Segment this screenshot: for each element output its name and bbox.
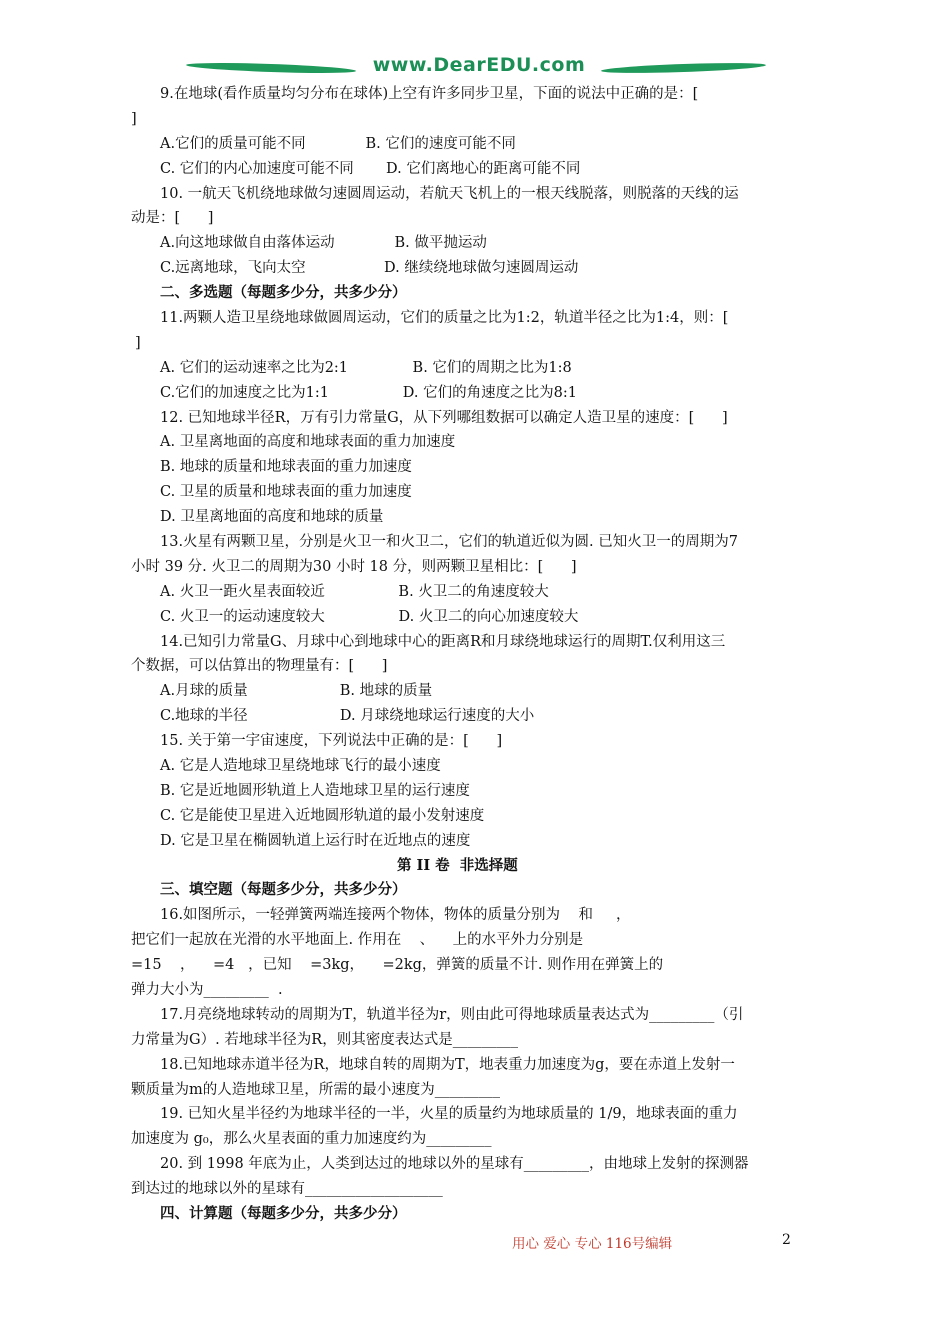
text-line: 15. 关于第一宇宙速度，下列说法中正确的是：[ ] (160, 733, 503, 749)
text-line: 弹力大小为_________ . (131, 982, 283, 998)
text-line: C. 它们的内心加速度可能不同 D. 它们离地心的距离可能不同 (160, 161, 581, 177)
section-heading: 二、多选题（每题多少分，共多少分） (160, 284, 407, 301)
footer-text: 用心 爱心 专心 116号编辑 (512, 1236, 673, 1252)
text-line: 20. 到 1998 年底为止，人类到达过的地球以外的星球有_________，由地球上发射的探测器 (160, 1156, 749, 1172)
text-line: 13.火星有两颗卫星，分别是火卫一和火卫二，它们的轨道近似为圆. 已知火卫一的周期为7 (160, 534, 738, 550)
section-heading: 四、计算题（每题多少分，共多少分） (160, 1205, 407, 1222)
text-line: C. 卫星的质量和地球表面的重力加速度 (160, 484, 412, 500)
text-line: D. 卫星离地面的高度和地球的质量 (160, 509, 384, 525)
text-line: 16.如图所示，一轻弹簧两端连接两个物体，物体的质量分别为 和 ， (160, 907, 631, 923)
text-line: A. 它是人造地球卫星绕地球飞行的最小速度 (160, 758, 441, 774)
text-line: A. 卫星离地面的高度和地球表面的重力加速度 (160, 434, 456, 450)
text-line: 到达过的地球以外的星球有___________________ (131, 1181, 443, 1197)
text-line: A. 它们的运动速率之比为2:1 B. 它们的周期之比为1:8 (160, 360, 572, 376)
text-line: B. 地球的质量和地球表面的重力加速度 (160, 459, 412, 475)
site-header (186, 52, 766, 88)
text-line: 11.两颗人造卫星绕地球做圆周运动，它们的质量之比为1:2，轨道半径之比为1:4，则：[ (160, 310, 729, 326)
header-swoosh-right (601, 61, 766, 75)
text-line: D. 它是卫星在椭圆轨道上运行时在近地点的速度 (160, 833, 471, 849)
text-line: ] (135, 335, 141, 351)
text-line: C. 火卫一的运动速度较大 D. 火卫二的向心加速度较大 (160, 609, 579, 625)
text-line: 9.在地球(看作质量均匀分布在球体)上空有许多同步卫星，下面的说法中正确的是：[ (160, 86, 699, 102)
text-line: 动是：[ ] (131, 210, 214, 226)
text-line: 19. 已知火星半径约为地球半径的一半，火星的质量约为地球质量的 1/9，地球表面的重力 (160, 1106, 738, 1122)
text-line: C.远离地球，飞向太空 D. 继续绕地球做匀速圆周运动 (160, 260, 579, 276)
text-line: A. 火卫一距火星表面较近 B. 火卫二的角速度较大 (160, 584, 549, 600)
text-line: 力常量为G）. 若地球半径为R，则其密度表达式是_________ (131, 1032, 518, 1048)
text-line: A.它们的质量可能不同 B. 它们的速度可能不同 (160, 136, 516, 152)
text-line: A.月球的质量 B. 地球的质量 (160, 683, 433, 699)
header-swoosh-left (186, 61, 356, 75)
text-line: B. 它是近地圆形轨道上人造地球卫星的运行速度 (160, 783, 470, 799)
text-line: 加速度为 g₀，那么火星表面的重力加速度约为_________ (131, 1131, 492, 1147)
text-line: 17.月亮绕地球转动的周期为T，轨道半径为r，则由此可得地球质量表达式为_________（引 (160, 1007, 744, 1023)
text-line: C.地球的半径 D. 月球绕地球运行速度的大小 (160, 708, 535, 724)
text-line: 18.已知地球赤道半径为R，地球自转的周期为T，地表重力加速度为g，要在赤道上发射一 (160, 1057, 735, 1073)
site-logo: www.DearEDU.com (372, 54, 586, 76)
text-line: 个数据，可以估算出的物理量有：[ ] (131, 658, 388, 674)
section-heading: 第 II 卷 非选择题 (397, 857, 518, 874)
text-line: 把它们一起放在光滑的水平地面上. 作用在 、 上的水平外力分别是 (131, 932, 584, 948)
text-line: 12. 已知地球半径R，万有引力常量G，从下列哪组数据可以确定人造卫星的速度：[ ] (160, 410, 728, 426)
section-heading: 三、填空题（每题多少分，共多少分） (160, 881, 407, 898)
page-number: 2 (782, 1232, 791, 1248)
text-line: C.它们的加速度之比为1:1 D. 它们的角速度之比为8:1 (160, 385, 577, 401)
text-line: A.向这地球做自由落体运动 B. 做平抛运动 (160, 235, 487, 251)
text-line: 颗质量为m的人造地球卫星，所需的最小速度为_________ (131, 1082, 500, 1098)
text-line: ] (131, 111, 137, 127)
text-line: 14.已知引力常量G、月球中心到地球中心的距离R和月球绕地球运行的周期T.仅利用这三 (160, 634, 726, 650)
text-line: 10. 一航天飞机绕地球做匀速圆周运动，若航天飞机上的一根天线脱落，则脱落的天线的运 (160, 186, 739, 202)
text-line: C. 它是能使卫星进入近地圆形轨道的最小发射速度 (160, 808, 485, 824)
text-line: =15 ， =4 ，已知 =3kg， =2kg，弹簧的质量不计. 则作用在弹簧上的 (131, 957, 664, 973)
text-line: 小时 39 分. 火卫二的周期为30 小时 18 分，则两颗卫星相比：[ ] (131, 559, 577, 575)
